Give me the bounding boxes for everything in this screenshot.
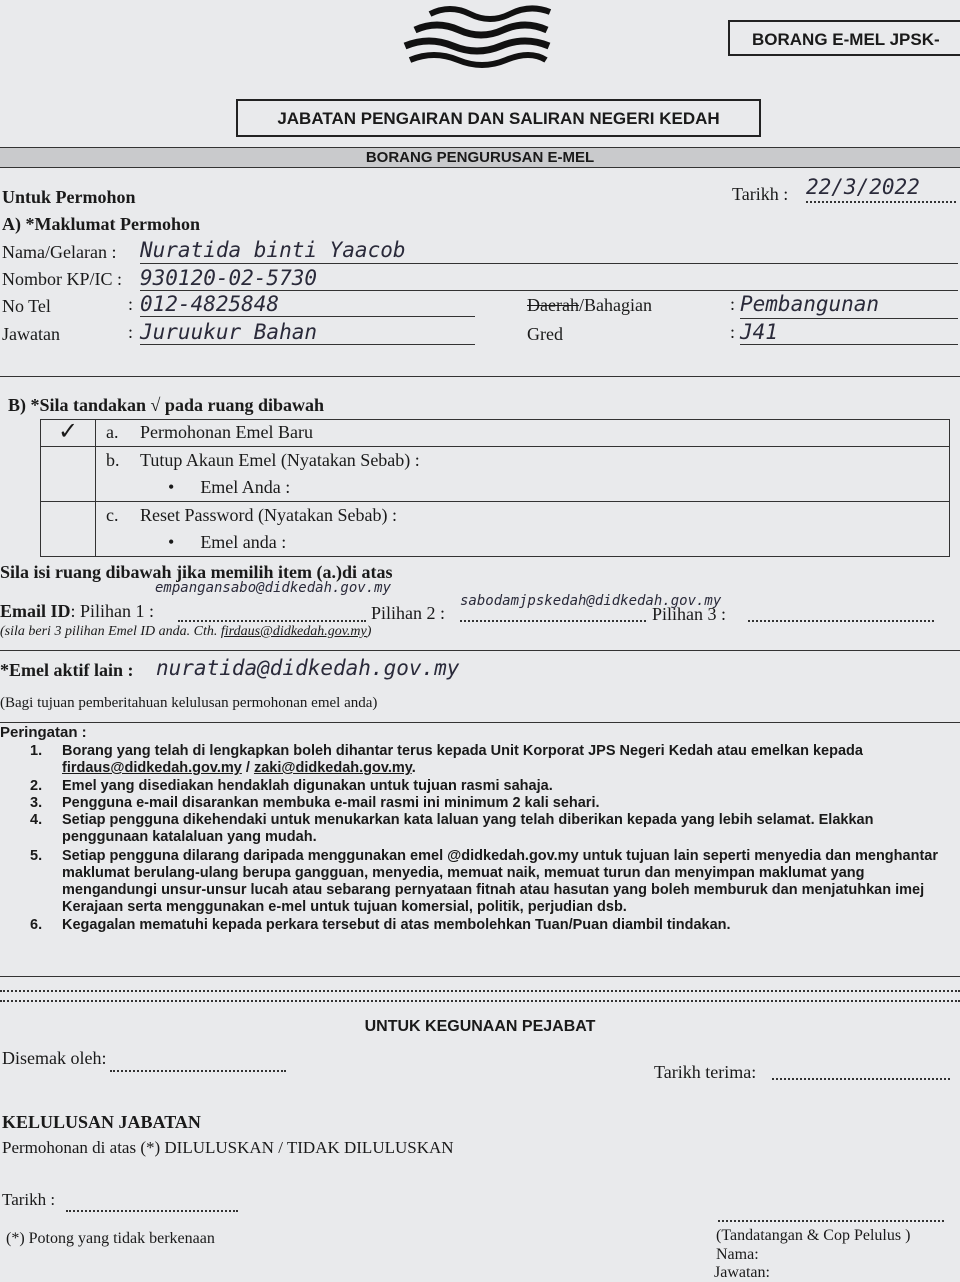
hint-prefix: (sila beri 3 pilihan Emel ID anda. Cth. [0,624,218,639]
row-letter: c. [106,505,119,525]
warning-item [30,848,952,916]
divider [0,650,960,651]
colon: : [730,322,736,342]
applicant-heading: Untuk Permohon [2,187,136,207]
choice1-label: : Pilihan 1 : [70,601,155,621]
table-row [41,420,950,447]
row-bullet: Emel Anda : [200,477,291,497]
choice1-value[interactable]: empangansabo@didkedah.gov.my [155,580,392,596]
ic-label: Nombor KP/IC : [2,269,123,289]
warning-text-1: Borang yang telah di lengkapkan boleh dihantar terus kepada Unit Korporat JPS Negeri Kedah atau emelkan kepada [62,743,863,759]
dotted-divider [0,990,960,992]
approval-date-label: Tarikh : [2,1190,56,1209]
active-email-value[interactable]: nuratida@didkedah.gov.my [156,656,460,680]
warning-item [30,743,952,777]
warnings-list [30,743,952,934]
choice3-label: Pilihan 3 : [652,604,727,624]
colon: : [128,322,134,342]
approval-heading: KELULUSAN JABATAN [2,1112,201,1132]
warning-text [62,743,952,777]
check-icon: ✓ [57,419,79,445]
section-b-heading: B) *Sila tandakan √ pada ruang dibawah [8,395,324,415]
email-id-label: Email ID [0,601,71,621]
division-label [527,295,652,316]
choice3-line[interactable] [748,608,934,622]
phone-field[interactable]: 012-4825848 [140,292,475,317]
bullet-icon: • [168,477,175,497]
dotted-divider [0,1000,960,1002]
colon: : [128,294,134,314]
ic-field[interactable]: 930120-02-5730 [140,266,958,291]
active-email-label: *Emel aktif lain : [0,660,134,680]
tick-cell-c[interactable] [41,502,96,557]
request-type-table [40,419,950,557]
division-label-text: /Bahagian [578,295,652,315]
active-email-note: (Bagi tujuan pemberitahuan kelulusan permohonan emel anda) [0,695,378,711]
warning-text: Setiap pengguna dilarang daripada menggunakan emel @didkedah.gov.my untuk tujuan lain seperti menyedia dan menghantar maklumat berulang-ulang berupa gangguan, menyedia, memuat naik, memuat turun dan menyimpan maklumat yang mengandungi unsur-unsur lucah atau sebarang pernyataan fitnah atau hasutan yang boleh memburuk dan menjatuhkan imej Kerajaan serta menggunakan e-mel untuk tujuan komersial, politik, perjudian dsb. [62,848,938,915]
approver-name-label: Nama: [716,1246,759,1263]
checked-by-label: Disemak oleh: [2,1048,107,1068]
warning-text: Setiap pengguna dikehendaki untuk menukarkan kata laluan yang telah diberikan kepada yang lebih selamat. Elakkan penggunaan katalaluan yang mudah. [62,812,874,845]
tick-cell-b[interactable] [41,447,96,502]
approval-date-field[interactable] [66,1202,238,1212]
warning-item [30,917,952,934]
email-hint [0,624,371,640]
date-label: Tarikh : [732,184,789,204]
section-a-heading: A) *Maklumat Permohon [2,214,200,234]
choice1-line[interactable] [178,606,366,622]
signature-label: (Tandatangan & Cop Pelulus ) [716,1227,911,1244]
row-bullet: Emel anda : [200,532,287,552]
warning-num: 3. [30,795,43,811]
warning-num: 2. [30,778,43,794]
warning-end: . [411,760,416,776]
choice2-line [460,608,646,622]
warning-item [30,778,952,795]
position-label: Jawatan [2,324,60,344]
choice2-label: Pilihan 2 : [371,603,446,623]
row-text: Reset Password (Nyatakan Sebab) : [140,505,397,525]
email-choice-heading: Sila isi ruang dibawah jika memilih item (a.)di atas [0,562,393,582]
checked-by-field[interactable] [110,1062,286,1072]
name-field[interactable]: Nuratida binti Yaacob [140,238,958,264]
warning-num: 1. [30,743,43,759]
warning-item [30,795,952,812]
jps-wave-logo-icon [400,0,570,70]
choice2-value[interactable]: sabodamjpskedah@didkedah.gov.my [460,593,722,609]
division-field[interactable]: Pembangunan [740,292,958,319]
tick-cell-a[interactable] [41,420,96,447]
colon: : [730,294,736,314]
divider [0,976,960,977]
warning-num: 5. [30,848,43,864]
date-field[interactable]: 22/3/2022 [806,175,956,203]
warning-sep: / [241,760,254,776]
division-label-struck: Daerah [527,295,579,315]
warning-item [30,812,952,846]
office-heading: UNTUK KEGUNAAN PEJABAT [364,1018,596,1035]
name-label: Nama/Gelaran : [2,242,117,262]
warning-email-1: firdaus@didkedah.gov.my [62,760,242,776]
position-field[interactable]: Juruukur Bahan [140,320,475,345]
warning-text: Pengguna e-mail disarankan membuka e-mail rasmi ini minimum 2 kali sehari. [62,795,600,811]
warning-text: Kegagalan mematuhi kepada perkara tersebut di atas membolehkan Tuan/Puan diambil tindakan. [62,917,731,933]
table-row [41,502,950,557]
row-letter: b. [106,450,120,470]
warning-email-2: zaki@didkedah.gov.my [253,760,412,776]
strike-note: (*) Potong yang tidak berkenaan [6,1230,215,1247]
grade-field[interactable]: J41 [740,320,958,345]
divider [0,376,960,377]
form-code-box: BORANG E-MEL JPSK- [728,20,960,56]
warnings-heading: Peringatan : [0,724,87,741]
row-text: Permohonan Emel Baru [140,422,313,442]
warning-num: 6. [30,917,43,933]
signature-field[interactable] [718,1212,944,1222]
warning-num: 4. [30,812,43,828]
table-row [41,447,950,502]
warning-text: Emel yang disediakan hendaklah digunakan untuk tujuan rasmi sahaja. [62,778,553,794]
grade-label: Gred [527,324,563,344]
hint-suffix: ) [366,624,372,639]
row-letter: a. [106,422,119,442]
phone-label: No Tel [2,296,51,316]
row-text: Tutup Akaun Emel (Nyatakan Sebab) : [140,450,420,470]
approver-position-label: Jawatan: [714,1264,770,1281]
bullet-icon: • [168,532,175,552]
received-date-label: Tarikh terima: [654,1062,757,1082]
received-date-field[interactable] [772,1070,950,1080]
department-title: JABATAN PENGAIRAN DAN SALIRAN NEGERI KEDAH [236,99,761,137]
form-title: BORANG PENGURUSAN E-MEL [0,147,960,168]
hint-email: firdaus@didkedah.gov.my [220,624,367,639]
approval-text: Permohonan di atas (*) DILULUSKAN / TIDAK DILULUSKAN [2,1138,454,1157]
divider [0,722,960,723]
